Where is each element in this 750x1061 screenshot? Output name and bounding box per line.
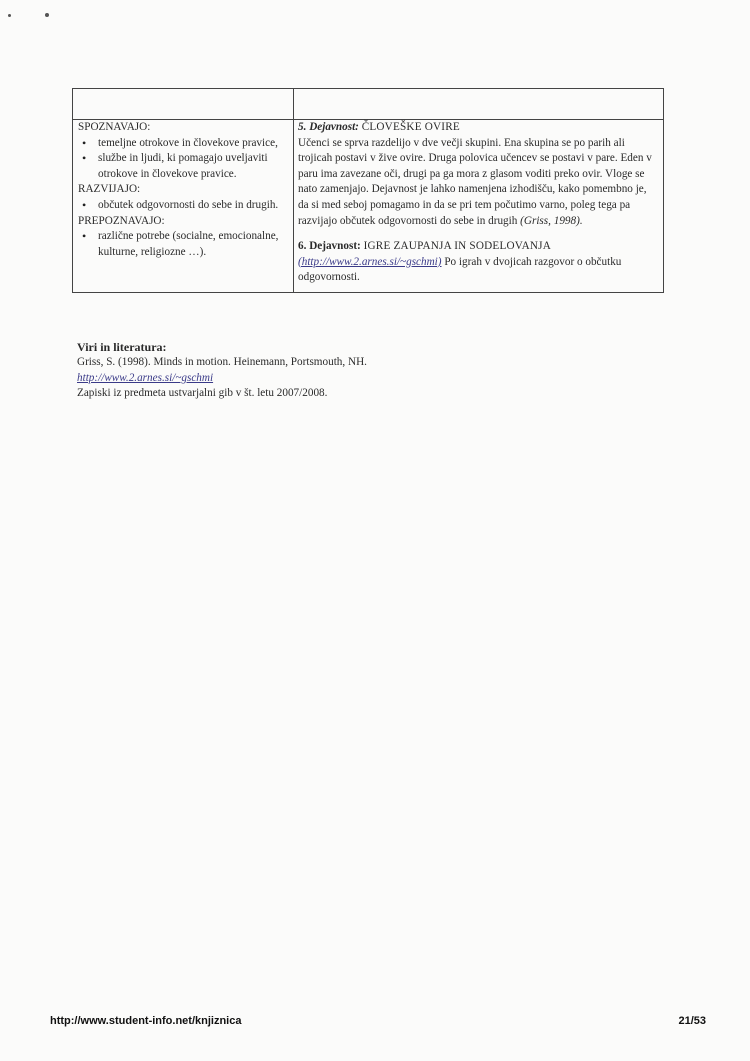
bullet-list: [78, 136, 289, 183]
activity-number: 5. Dejavnost:: [298, 121, 359, 133]
bullet-list: [78, 198, 289, 214]
citation: (Griss, 1998).: [520, 214, 583, 227]
spacer: [298, 229, 659, 239]
activity-number: 6. Dejavnost:: [298, 240, 361, 253]
activities-cell: [294, 120, 664, 293]
page-number: 21/53: [678, 1015, 706, 1027]
activity-5-body: [298, 137, 652, 227]
activity-name: IGRE ZAUPANJA IN SODELOVANJA: [363, 240, 551, 253]
reference-item: Griss, S. (1998). Minds in motion. Heinemann, Portsmouth, NH.: [77, 356, 367, 369]
activity-6-title: [298, 239, 659, 255]
reference-link[interactable]: http://www.2.arnes.si/~gschmi: [77, 371, 214, 384]
activity-name: ČLOVEŠKE OVIRE: [361, 121, 460, 133]
list-item: • občutek odgovornosti do sebe in drugih.: [98, 198, 289, 214]
section-heading: RAZVIJAJO:: [78, 183, 141, 196]
reference-item: Zapiski iz predmeta ustvarjalni gib v št. letu 2007/2008.: [77, 387, 328, 400]
list-item: • službe in ljudi, ki pomagajo uveljaviti otrokove in človekove pravice.: [98, 151, 289, 182]
scan-speck: [8, 14, 11, 17]
activity-link[interactable]: (http://www.2.arnes.si/~gschmi): [298, 255, 442, 268]
references-section: [77, 340, 637, 402]
list-item: • različne potrebe (socialne, emocionalne, kulturne, religiozne …).: [98, 229, 289, 260]
activity-6-body: [298, 256, 621, 284]
table-cell-empty: [73, 89, 294, 120]
section-heading: PREPOZNAVAJO:: [78, 214, 165, 227]
table-row: [73, 120, 664, 293]
scan-speck: [45, 13, 49, 17]
table-cell-empty: [294, 89, 664, 120]
table-header-row: [73, 89, 664, 120]
goals-cell: [73, 120, 294, 293]
references-heading: Viri in literatura:: [77, 340, 167, 354]
bullet-list: [78, 229, 289, 260]
activity-text: Po igrah v dvojicah razgovor o občutku odgovornosti.: [298, 255, 622, 284]
list-item: • temeljne otrokove in človekove pravice,: [98, 136, 289, 152]
activities-table: [72, 88, 664, 293]
activity-5-title: [298, 120, 659, 136]
section-heading: SPOZNAVAJO:: [78, 121, 151, 133]
activity-text: Učenci se sprva razdelijo v dve večji skupini. Ena skupina se po parih ali trojicah postavi v žive ovire. Druga polovica učencev se postavi v pare. Eden v paru ima zavezane oči, drugi pa ga mora z glasom voditi preko ovir. Vloge se nato zamenjajo. Dejavnost je lahko namenjena izhodišču, kako pomembno je, da si med seboj pomagamo in da se pri tem počutimo varno, poleg tega pa razvijajo občutek odgovornosti do sebe in drugih: [298, 136, 652, 227]
footer-url[interactable]: http://www.student-info.net/knjiznica: [50, 1015, 242, 1027]
